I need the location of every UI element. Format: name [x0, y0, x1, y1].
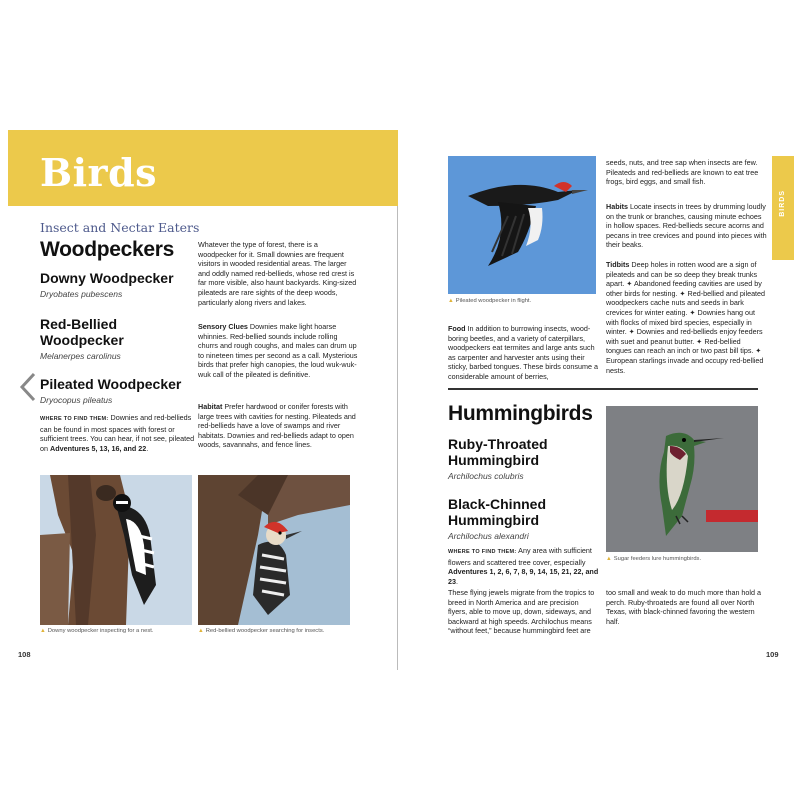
where-to-find-hummingbirds [448, 546, 602, 586]
red-bellied-woodpecker-photo [198, 475, 350, 625]
caption-marker-icon: ▲ [198, 628, 204, 634]
woodpecker-intro: Whatever the type of forest, there is a woodpecker for it. Small downies are frequent visitors in wooded residential areas. The larger and oddly named red-bellieds, whose red crest is far more visible, also haunt backyards. King-sized pileateds are rare sights of the deep woods, particularly along rivers and lakes. [198, 240, 357, 307]
species-latin: Dryocopus pileatus [40, 395, 113, 405]
hummingbird-text-col2: too small and weak to do much more than hold a perch. Ruby-throateds are found all over North Texas, with black-chinned favoring the western half. [606, 588, 762, 626]
hummingbird-text-col1: These flying jewels migrate from the tropics to breed in North America and are precision flyers, able to move up, down, sideways, and backward at high speeds. Archilochus means “without feet,” because hummingbird feet are [448, 588, 595, 636]
page-number: 108 [18, 650, 31, 659]
caption-text: Sugar feeders lure hummingbirds. [613, 556, 702, 562]
woodpeckers-title: Woodpeckers [40, 238, 175, 261]
caption-marker-icon: ▲ [448, 298, 454, 304]
species-latin: Archilochus colubris [448, 471, 524, 481]
habits-text: Locate insects in trees by drumming loudly on the trunk or branches, causing minute echoes in hollow spaces. Red-bellieds secure acorns and pecans in tree crevices and pound into pieces with their beaks. [606, 202, 767, 250]
where-end: . [146, 443, 149, 453]
where-end: . [456, 576, 458, 586]
habitat-text: Prefer hardwood or conifer forests with large trees with cavities for nesting. Pileateds and red-bellieds have a love of swamps and river habitats. Downies and red-bellieds adapt to open woods, savannahs, and fence lines. [198, 402, 356, 450]
species-latin: Dryobates pubescens [40, 289, 123, 299]
tidbits-label: Tidbits [606, 260, 630, 269]
habits [606, 202, 768, 250]
right-page [400, 130, 794, 670]
food-label: Food [448, 324, 466, 333]
where-adventures: Adventures 5, 13, 16, and 22 [50, 443, 147, 453]
pileated-flight-caption [448, 298, 531, 304]
species-name: Downy Woodpecker [40, 270, 174, 286]
species-name: Red-Bellied Woodpecker [40, 316, 124, 348]
tidbits-text: Deep holes in rotten wood are a sign of pileateds and can be so deep they break trunks apart. ✦ Abandoned feeding cavities are used by other birds for nesting. ✦ Red-bellied and pileated woodpeckers cache nuts and seeds in bark crevices for winter eating. ✦ Downies hang out with flocks of mixed bird species, especially in winter. ✦ Downies and red-bellieds enjoy feeders with suet and peanut butter. ✦ Red-bellied tongues can reach an inch or two past bill tips. ✦ European starlings invade and occupy red-bellied nests. [606, 260, 766, 375]
chapter-tab-label: BIRDS [779, 190, 786, 217]
pileated-flight-photo [448, 156, 596, 294]
downy-woodpecker-photo [40, 475, 192, 625]
species-name: Ruby-Throated Hummingbird [448, 436, 548, 468]
sensory-label: Sensory Clues [198, 322, 248, 331]
where-adventures: Adventures 1, 2, 6, 7, 8, 9, 14, 15, 21, 22, and 23 [448, 567, 599, 586]
where-text: Downies and red-bellieds can be found in most spaces with forest or sufficient trees. You can hear, if not see, pileated on [40, 413, 195, 453]
species-red-bellied [40, 316, 190, 361]
species-black-chinned [448, 496, 598, 541]
chapter-tab [772, 156, 794, 260]
species-latin: Melanerpes carolinus [40, 351, 121, 361]
species-name: Pileated Woodpecker [40, 376, 182, 392]
species-latin: Archilochus alexandri [448, 531, 529, 541]
habits-label: Habits [606, 202, 628, 211]
caption-text: Downy woodpecker inspecting for a nest. [47, 628, 154, 634]
subsection-heading: Insect and Nectar Eaters [40, 220, 200, 235]
page-number: 109 [766, 650, 779, 659]
caption-text: Red-bellied woodpecker searching for insects. [205, 628, 325, 634]
section-banner [8, 130, 398, 206]
species-pileated [40, 376, 190, 405]
diet-continued: seeds, nuts, and tree sap when insects are few. Pileateds and red-bellieds are known to eat tree frogs, bird eggs, and small fish. [606, 158, 759, 187]
chevron-left-icon [16, 372, 38, 402]
caption-text: Pileated woodpecker in flight. [455, 298, 532, 304]
sensory-clues [198, 322, 358, 380]
sensory-text: Downies make light hoarse whinnies. Red-bellied sounds include rolling churrs and rough coughs, and males can drum up to nineteen times per second as a call. Mysterious birds that prefer high canopies, the loud wuk-wuk-wuk call of the pileated is definitive. [198, 322, 358, 379]
hummingbird-caption [606, 556, 701, 562]
food [448, 324, 598, 382]
where-label: WHERE TO FIND THEM: [448, 549, 517, 555]
hummingbirds-title: Hummingbirds [448, 402, 593, 425]
species-name: Black-Chinned Hummingbird [448, 496, 547, 528]
species-downy [40, 270, 190, 299]
previous-page-button[interactable] [16, 372, 38, 402]
food-text: In addition to burrowing insects, wood-boring beetles, and a variety of caterpillars, woodpeckers eat termites and large ants such as carpenter and harvester ants using their sticky, barbed tongues. These birds consume a considerable amount of berries, [448, 324, 598, 381]
banner-title: Birds [40, 150, 158, 195]
habitat [198, 402, 358, 450]
where-text: Any area with sufficient flowers and scattered tree cover, especially [448, 546, 592, 567]
section-divider [448, 388, 758, 390]
habitat-label: Habitat [198, 402, 223, 411]
hummingbird-photo [606, 406, 758, 552]
left-page [8, 130, 398, 670]
tidbits [606, 260, 768, 375]
caption-marker-icon: ▲ [606, 556, 612, 562]
caption-marker-icon: ▲ [40, 628, 46, 634]
downy-caption [40, 628, 153, 634]
red-bellied-caption [198, 628, 324, 634]
where-label: WHERE TO FIND THEM: [40, 416, 109, 422]
where-to-find-woodpeckers [40, 413, 195, 453]
species-ruby-throated [448, 436, 598, 481]
